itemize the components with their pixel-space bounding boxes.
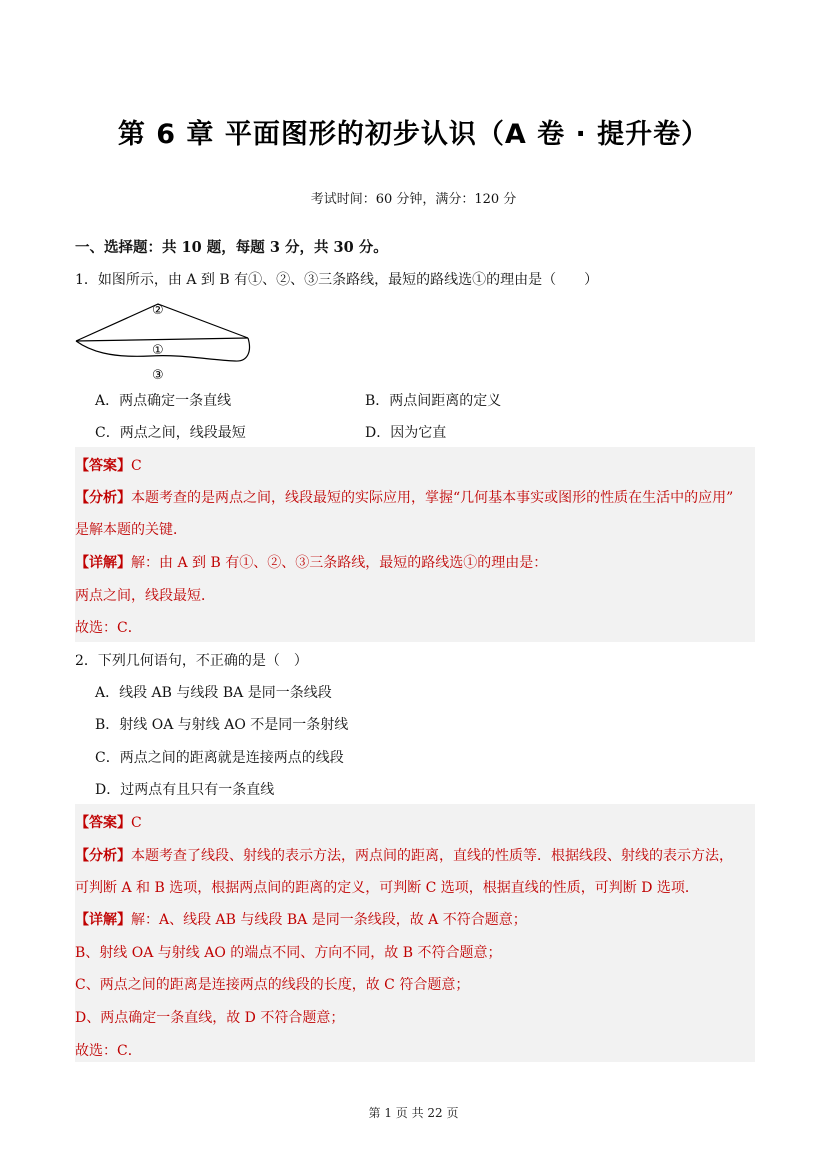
q1-answer-box [75,447,755,642]
label-route-1: ① [152,343,164,358]
analysis-text: 本题考查了线段、射线的表示方法，两点间的距离，直线的性质等．根据线段、射线的表示方法， [131,848,733,864]
exam-info: 考试时间：60 分钟，满分：120 分 [310,192,517,207]
analysis-tag: 【分析】 [75,490,131,506]
answer-tag: 【答案】 [75,815,131,831]
q1-detail-line-1 [75,552,547,572]
analysis-text: 本题考查的是两点之间，线段最短的实际应用，掌握“几何基本事实或图形的性质在生活中的应用” [131,490,734,506]
q2-option-a: A．线段 AB 与线段 BA 是同一条线段 [95,685,332,701]
detail-tag: 【详解】 [75,555,131,571]
q2-option-b: B．射线 OA 与射线 AO 不是同一条射线 [95,717,349,733]
q2-detail-line-2: B、射线 OA 与射线 AO 的端点不同、方向不同，故 B 不符合题意； [75,945,502,961]
analysis-tag: 【分析】 [75,848,131,864]
q1-analysis-line-1 [75,487,733,507]
label-route-2: ② [152,303,164,318]
route-diagram [70,296,260,381]
q1-detail-line-2: 两点之间，线段最短． [75,588,215,604]
answer-tag: 【答案】 [75,458,131,474]
label-route-3: ③ [152,368,164,381]
question-1-stem: 1．如图所示，由 A 到 B 有①、②、③三条路线，最短的路线选①的理由是（ ） [75,272,599,288]
q1-answer [75,455,142,475]
q2-answer [75,812,142,832]
route-1-line [76,338,248,341]
detail-text: 解：A、线段 AB 与线段 BA 是同一条线段，故 A 不符合题意； [131,912,527,928]
q2-detail-line-3: C、两点之间的距离是连接两点的线段的长度，故 C 符合题意； [75,977,470,993]
detail-text: 解：由 A 到 B 有①、②、③三条路线，最短的路线选①的理由是： [131,555,548,571]
q2-detail-line-4: D、两点确定一条直线，故 D 不符合题意； [75,1010,345,1026]
answer-value: C [131,458,142,474]
question-2-stem: 2．下列几何语句，不正确的是（ ） [75,653,308,669]
page-title: 第 6 章 平面图形的初步认识（A 卷 · 提升卷） [117,119,710,150]
q2-analysis-line-2: 可判断 A 和 B 选项，根据两点间的距离的定义，可判断 C 选项，根据直线的性质，可判断 D 选项． [75,880,699,896]
q1-option-c: C．两点之间，线段最短 [95,425,246,441]
q1-option-d: D．因为它直 [365,425,447,441]
q2-detail-line-1 [75,909,527,929]
page-footer: 第 1 页 共 22 页 [368,1106,459,1120]
q2-option-d: D．过两点有且只有一条直线 [95,782,275,798]
q2-detail-line-5: 故选：C． [75,1043,142,1059]
section-heading: 一、选择题：共 10 题，每题 3 分，共 30 分。 [75,239,388,256]
q1-analysis-line-2: 是解本题的关键． [75,522,187,538]
q2-option-c: C．两点之间的距离就是连接两点的线段 [95,750,344,766]
detail-tag: 【详解】 [75,912,131,928]
q1-detail-line-3: 故选：C． [75,620,142,636]
q1-option-b: B．两点间距离的定义 [365,393,502,409]
answer-value: C [131,815,142,831]
q2-analysis-line-1 [75,845,733,865]
q1-option-a: A．两点确定一条直线 [95,393,232,409]
